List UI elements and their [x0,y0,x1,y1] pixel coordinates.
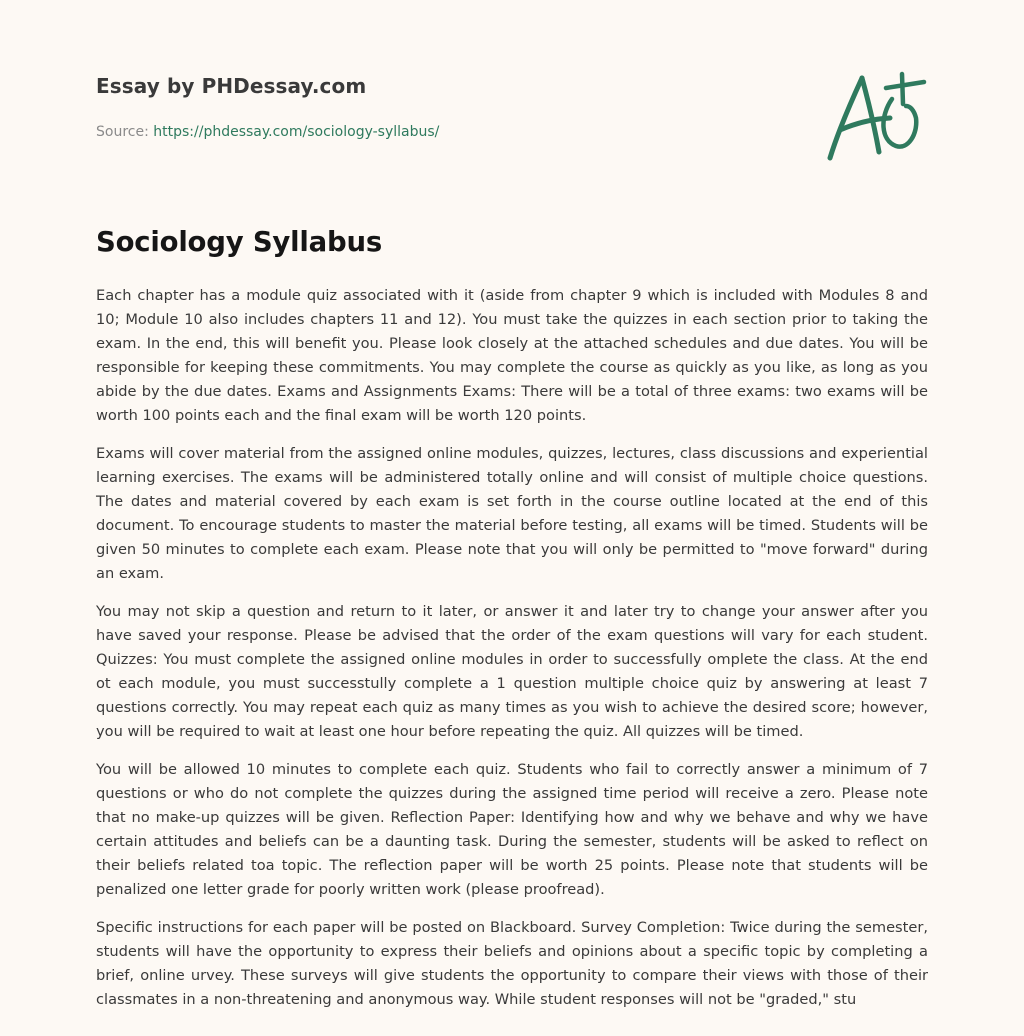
site-title: Essay by PHDessay.com [96,74,367,98]
paragraph-2: Exams will cover material from the assigned online modules, quizzes, lectures, class discussions and experiential learning exercises. The exams will be administered totally online and will consist of multiple choice questions. The dates and material covered by each exam is set forth in the course outline located at the end of this document. To encourage students to master the material before testing, all exams will be timed. Students will be given 50 minutes to complete each exam. Please note that you will only be permitted to "move forward" during an exam. [96,445,928,582]
paragraph-4: You will be allowed 10 minutes to complete each quiz. Students who fail to correctly answer a minimum of 7 questions or who do not complete the quizzes during the assigned time period will receive a zero. Please note that no make-up quizzes will be given. Reflection Paper: Identifying how and why we behave and why we have certain attitudes and beliefs can be a daunting task. During the semester, students will be asked to reflect on their beliefs related toa topic. The reflection paper will be worth 25 points. Please note that students will be penalized one letter grade for poorly written work (please proofread). [96,761,928,898]
paragraph-5: Specific instructions for each paper will be posted on Blackboard. Survey Completion: Twice during the semester, students will have the opportunity to express their beliefs and opinions about a specific topic by completing a brief, online urvey. These surveys will give students the opportunity to compare their views with those of their classmates in a non-threatening and anonymous way. While student responses will not be "graded," stu [96,919,928,1008]
source-line [96,124,439,140]
source-link[interactable]: https://phdessay.com/sociology-syllabus/ [153,124,440,140]
source-label: Source: [96,124,149,140]
article-title: Sociology Syllabus [96,226,382,258]
a-plus-grade-icon [822,66,928,166]
page-header [96,74,928,140]
paragraph-1: Each chapter has a module quiz associated with it (aside from chapter 9 which is included with Modules 8 and 10; Module 10 also includes chapters 11 and 12). You must take the quizzes in each section prior to taking the exam. In the end, this will benefit you. Please look closely at the attached schedules and due dates. You will be responsible for keeping these commitments. You may complete the course as quickly as you like, as long as you abide by the due dates. Exams and Assignments Exams: There will be a total of three exams: two exams will be worth 100 points each and the final exam will be worth 120 points. [96,287,928,424]
paragraph-3: You may not skip a question and return to it later, or answer it and later try to change your answer after you have saved your response. Please be advised that the order of the exam questions will vary for each student. Quizzes: You must complete the assigned online modules in order to successfully omplete the class. At the end ot each module, you must successtully complete a 1 question multiple choice quiz by answering at least 7 questions correctly. You may repeat each quiz as many times as you wish to achieve the desired score; however, you will be required to wait at least one hour before repeating the quiz. All quizzes will be timed. [96,603,928,740]
article-body [96,284,928,1026]
